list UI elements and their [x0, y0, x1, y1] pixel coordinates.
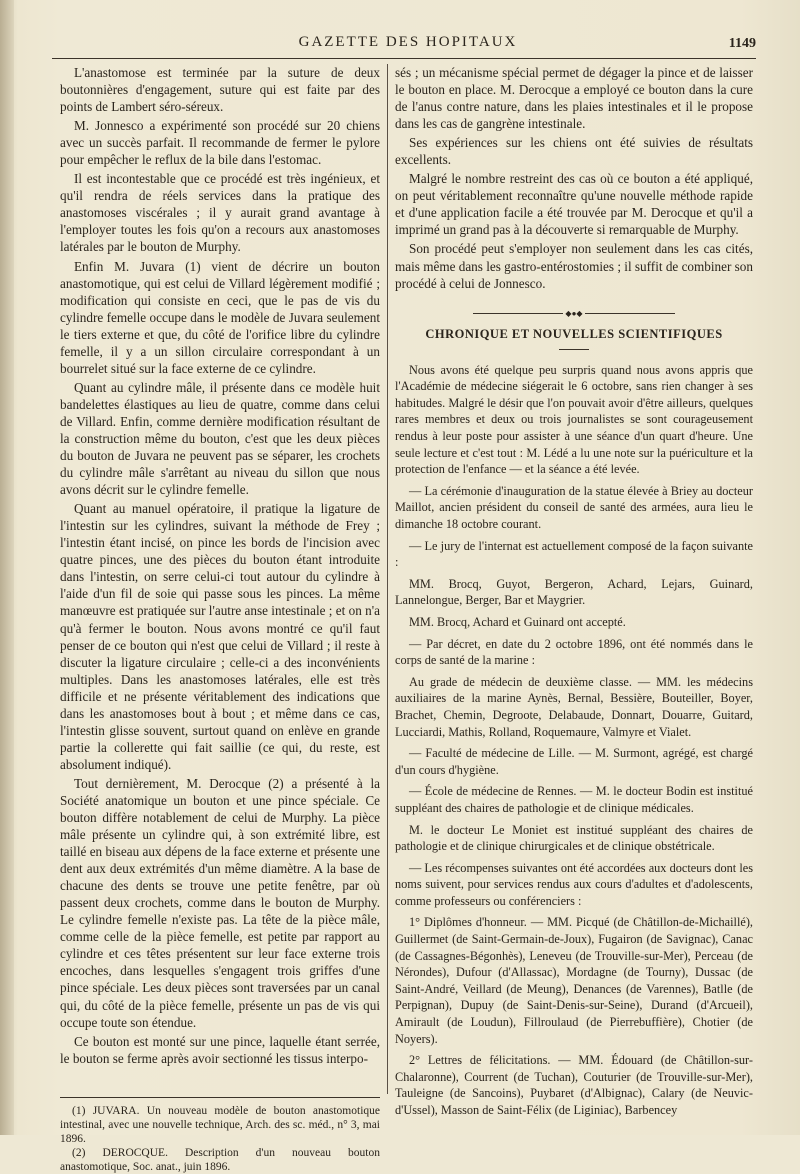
page-number: 1149 [728, 36, 756, 51]
paragraph: Ce bouton est monté sur une pince, laquelle étant serrée, le bouton se ferme après avoir sectionné les tissus interpo- [60, 1033, 380, 1066]
news-item: Au grade de médecin de deuxième classe. — MM. les médecins auxiliaires de la marine Aynès, Bernal, Bessière, Bouteiller, Boyer, Brachet, Chemin, Degroote, Delabaude, Donnart, Douarre, Guitard, Lucciardi, Mathis, Rolland, Roquemaure, Valmyre et Vialet. [395, 674, 753, 739]
news-item: 2° Lettres de félicitations. — MM. Édouard (de Châtillon-sur-Chalaronne), Courrent (de Tuchan), Couturier (de Trouville-sur-Mer), Tauleigne (de Sancoins), Puybaret (d'Albignac), Calary (de Neuvic-d'Ussel), Masson de Saint-Félix (de Liginiac), Barbencey [395, 1053, 753, 1117]
chronique-section [395, 362, 753, 1119]
news-item: Nous avons été quelque peu surpris quand nous avons appris que l'Académie de médecine siégerait le 6 octobre, sans rien changer à ses habitudes. Malgré le désir que l'on pouvait avoir d'être ailleurs, quelques rares membres et deux ou trois journalistes se sont courageusement rendus à leur poste pour assister à une séance d'un quart d'heure. Une seule lecture et c'est tout : M. Lédé a lu une note sur la puériculture et la protection de l'enfance — et la séance a été levée. [395, 362, 753, 477]
section-title: CHRONIQUE ET NOUVELLES SCIENTIFIQUES [425, 326, 723, 341]
footnote: (2) DEROCQUE. Description d'un nouveau bouton anastomotique, Soc. anat., juin 1896. [60, 1146, 380, 1173]
news-item: — Par décret, en date du 2 octobre 1896, ont été nommés dans le corps de santé de la marine : [395, 636, 753, 668]
paragraph: Quant au cylindre mâle, il présente dans ce modèle huit bandelettes élastiques au lieu de quatre, comme dans celui de Villard. Enfin, comme dernière modification résultant de la construction même du bouton, c'est que les deux pièces du bouton de Juvara ne peuvent pas se séparer, les crochets du cylindre mâle s'arrêtant au niveau du sillon que nous avons décrit sur le cylindre femelle. [60, 379, 380, 498]
paragraph: Enfin M. Juvara (1) vient de décrire un bouton anastomotique, qui est celui de Villard légèrement modifié ; modification qui consiste en ceci, que le pas de vis du cylindre femelle occupe dans le modèle de Juvara seulement le tiers externe et que, du côté de l'orifice libre du cylindre femelle, il y a un sillon circulaire correspondant à un bourrelet situé sur la face externe de ce cylindre. [60, 258, 380, 376]
publication-title: GAZETTE DES HOPITAUX [298, 34, 518, 50]
header-rule [52, 58, 756, 59]
footnote: (1) JUVARA. Un nouveau modèle de bouton anastomotique intestinal, avec une nouvelle technique, Arch. des sc. méd., n° 3, mai 1896. [60, 1104, 380, 1145]
section-title-rule [559, 349, 589, 350]
right-column [395, 64, 753, 1117]
news-item: — Le jury de l'internat est actuellement composé de la façon suivante : [395, 538, 753, 570]
paragraph: M. Jonnesco a expérimenté son procédé sur 20 chiens avec un succès parfait. Il recommande de fermer le pylore pour empêcher le reflux de la bile dans l'estomac. [60, 118, 380, 168]
paragraph: Malgré le nombre restreint des cas où ce bouton a été appliqué, on peut véritablement reconnaître qu'une nouvelle méthode rapide et d'une application facile a été trouvée par M. Derocque et qu'il a imprimé un grand pas à la découverte si remarquable de Murphy. [395, 171, 753, 238]
section-ornament: ◆●◆ [395, 304, 753, 312]
paragraph: Ses expériences sur les chiens ont été suivies de résultats excellents. [395, 135, 753, 168]
news-item: — Faculté de médecine de Lille. — M. Surmont, agrégé, est chargé d'un cours d'hygiène. [395, 746, 753, 777]
paragraph: Tout dernièrement, M. Derocque (2) a présenté à la Société anatomique un bouton et une pince spéciale. Ce bouton diffère notablement de celui de Murphy. La pièce mâle présente un cylindre qui, à son extrémité libre, est taillé en biseau aux dépens de la face externe et présente une dent aux deux extrémités d'un même diamètre. A la base de chacune des dents se trouve une petite fenêtre, par où passent deux crochets, comme dans le bouton de Murphy. Le cylindre femelle n'existe pas. La tête de la pièce mâle, comme celle de la pièce femelle, est petite par rapport au cylindre et ces têtes présentent sur leur face externe trois encoches, dans lesquelles s'engagent trois griffes d'une pince spéciale. Les deux pièces sont traversées par un canal qui, du côté de la pièce femelle, présente un pas de vis qui occupe toute son étendue. [60, 775, 380, 1030]
paragraph: L'anastomose est terminée par la suture de deux boutonnières d'engagement, suture qui est faite par des points de Lambert séro-séreux. [60, 65, 380, 115]
news-item: 1° Diplômes d'honneur. — MM. Picqué (de Châtillon-de-Michaillé), Guillermet (de Saint-Germain-de-Joux), Fugairon (de Savignac), Canac (de Cassagnes-Bégonhès), Leneveu (de Trouville-sur-Mer), Perceau (de Nérondes), Dufour (d'Allassac), Mordagne (de Tourny), Dussac (de Saint-André, Veillard (de Meung), Denances (de Varennes), Batlle (de Perpignan), Dupuy (de Saint-Denis-sur-Seine), Durand (d'Arcueil), Amirault (de Loudun), Fillroulaud (de Pierrebuffière), Chotier (de Noyers). [395, 915, 753, 1046]
paragraph: Il est incontestable que ce procédé est très ingénieux, et qu'il rendra de réels services dans la pratique des anastomoses viscérales ; il y aurait grand avantage à l'employer toutes les fois qu'on a recours aux anastomoses latérales par le bouton de Murphy. [60, 171, 380, 255]
news-item: — École de médecine de Rennes. — M. le docteur Bodin est institué suppléant des chaires de pathologie et de clinique médicales. [395, 784, 753, 815]
footnote-rule [60, 1097, 380, 1098]
news-item: — Les récompenses suivantes ont été accordées aux docteurs dont les noms suivent, pour services rendus aux cours d'adultes et d'adolescents, comme professeurs ou conférenciers : [395, 860, 753, 908]
news-item: M. le docteur Le Moniet est institué suppléant des chaires de pathologie et de clinique chirurgicales et de clinique obstétricale. [395, 822, 753, 854]
column-divider [387, 64, 388, 1094]
page-header [60, 34, 756, 58]
news-item: MM. Brocq, Achard et Guinard ont accepté. [409, 614, 626, 629]
left-column [60, 64, 380, 1173]
news-item: — La cérémonie d'inauguration de la statue élevée à Briey au docteur Maillot, ancien président du conseil de santé des armées, aura lieu le dimanche 18 octobre courant. [395, 483, 753, 531]
page-binding-edge [0, 0, 14, 1135]
paragraph: Son procédé peut s'employer non seulement dans les cas cités, mais même dans les gastro-entérostomies ; il suffit de combiner son procédé à celui de Jonnesco. [395, 241, 753, 291]
paragraph: sés ; un mécanisme spécial permet de dégager la pince et de laisser le bouton en place. M. Derocque a employé ce bouton dans la cure de l'anus contre nature, dans les plaies intestinales et il le propose dans les cas de gangrène intestinale. [395, 65, 753, 132]
news-item: MM. Brocq, Guyot, Bergeron, Achard, Lejars, Guinard, Lannelongue, Berger, Bar et Maygrier. [395, 576, 753, 608]
paragraph: Quant au manuel opératoire, il pratique la ligature de l'intestin sur les cylindres, suivant la méthode de Frey ; l'intestin étant incisé, on pince les bords de l'incision avec quatre pinces, une des pièces du bouton étant introduite dans l'intestin, on serre celui-ci tout autour du cylindre à l'aide d'un fil de soie qui passe sous les pinces. La même manœuvre est pratiquée sur l'autre anse intestinale ; et on n'a qu'à fermer le bouton. Nous avons montré ce qu'il faut penser de ce bouton qui n'est que celui de Villard ; il reste à discuter la ligature circulaire ; celle-ci a des inconvénients multiples. Dans les anastomoses latérales, elle est très difficile et ne présente véritablement des indications que dans les anastomoses bout à bout ; et même dans ce cas, l'intestin glisse souvent, surtout quand on enlève en grande partie la collerette qui fait saillie (ce qui, du reste, est absolument indiqué). [60, 501, 380, 772]
